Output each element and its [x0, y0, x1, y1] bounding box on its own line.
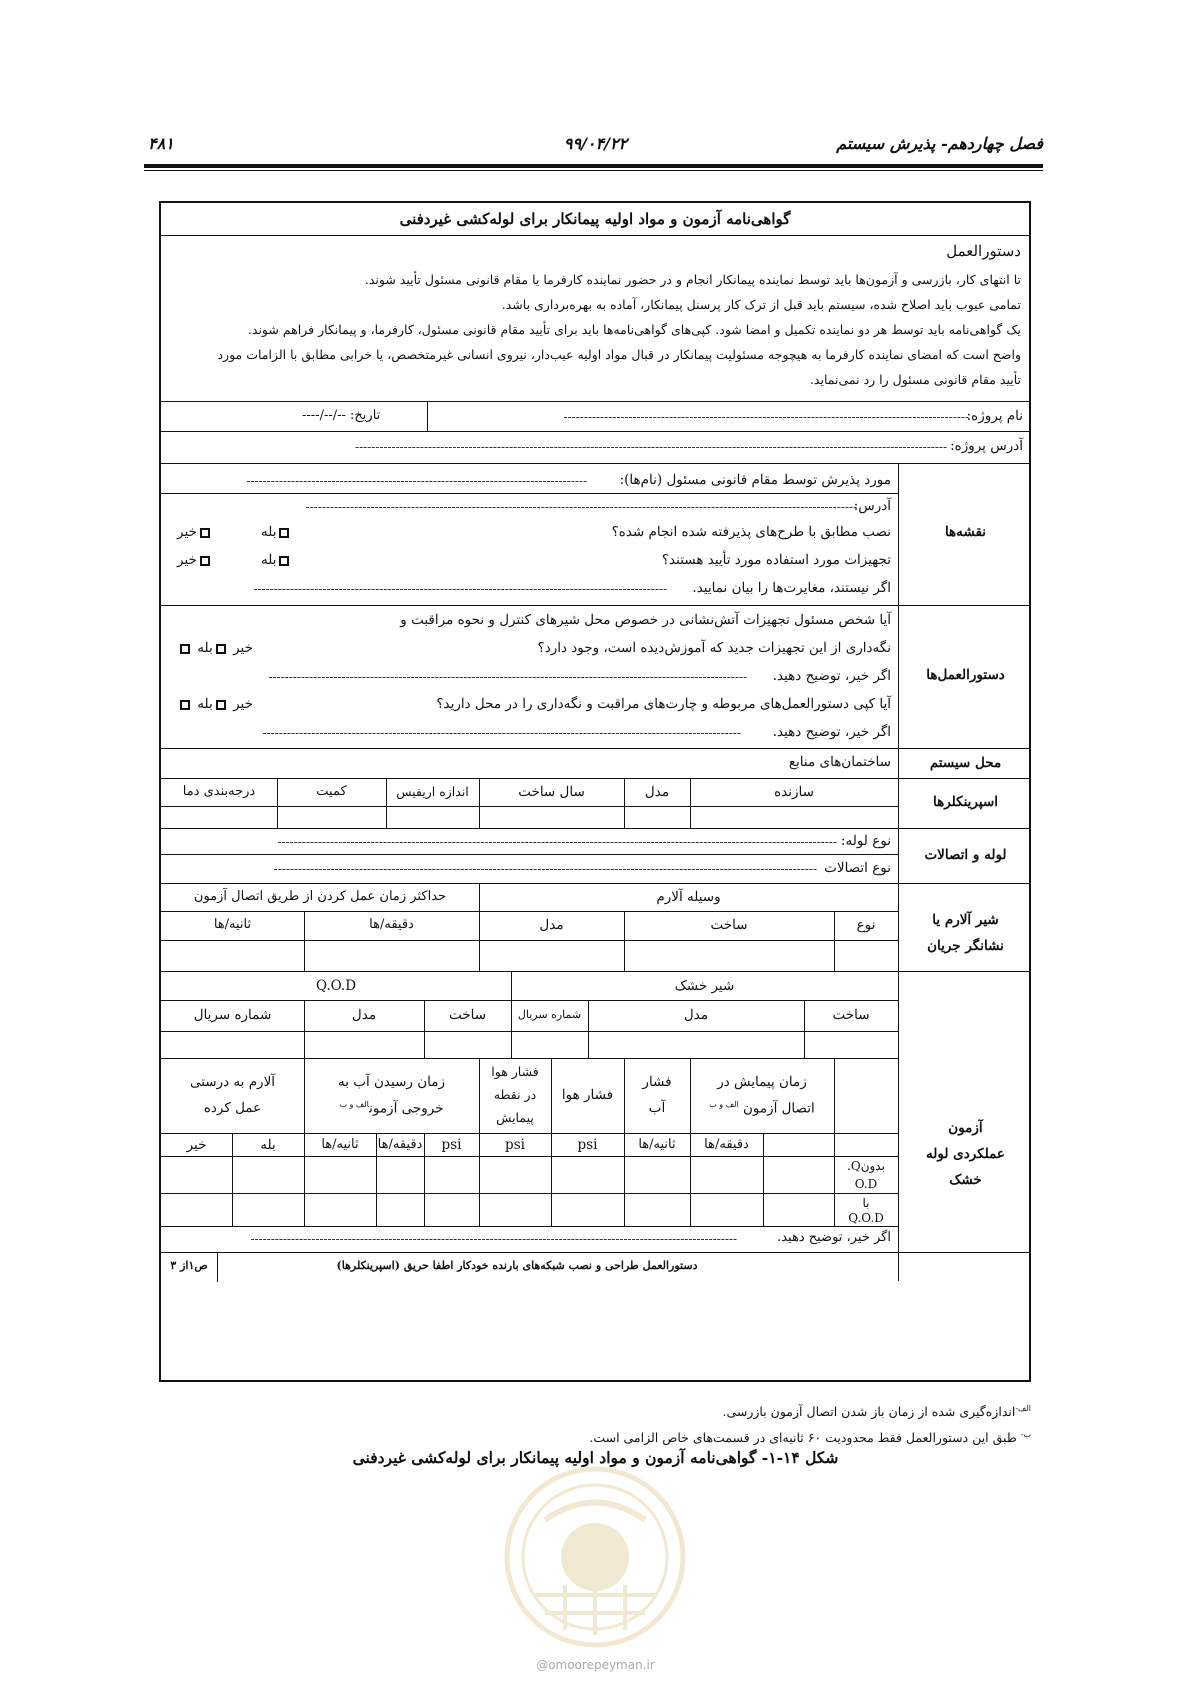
rule	[161, 235, 1029, 236]
row-with-qod-2: Q.O.D	[848, 1211, 884, 1225]
pipe-type-field[interactable]: ------------------------------------------------------------------------------------------------------------------------------------------	[277, 835, 837, 849]
unit-seconds: ثانیه/ها	[321, 1137, 359, 1152]
instr-explain-1: اگر خیر، توضیح دهید.	[772, 668, 891, 684]
plans-question-1: نصب مطابق با طرح‌های پذیرفته شده انجام شده؟	[611, 524, 891, 540]
rule	[304, 1031, 305, 1058]
rule	[161, 828, 1029, 829]
instr-question-1-line2: نگه‌داری از این تجهیزات جدید که آموزش‌دیده است، وجود دارد؟	[537, 640, 891, 656]
row-with-qod-1: با	[862, 1196, 870, 1210]
fittings-type-field[interactable]: --------------------------------------------------------------------------------------------------------------------------------------	[273, 862, 817, 876]
col-temp-rating: درجه‌بندی دما	[182, 784, 256, 799]
trip-air-line2: در نقطه	[493, 1087, 537, 1102]
rule	[161, 1058, 898, 1059]
checkbox[interactable]	[216, 700, 226, 710]
rule	[161, 1133, 898, 1134]
form-title: گواهی‌نامه آزمون و مواد اولیه پیمانکار برای لوله‌کشی غیردفنی	[399, 210, 791, 228]
rule	[511, 1031, 512, 1058]
rule	[161, 971, 1029, 972]
section-alarm-line2: نشانگر جریان	[927, 938, 1004, 954]
dry-col-model: مدل	[683, 1007, 709, 1023]
section-alarm-line1: شیر آلارم یا	[932, 912, 999, 928]
alarm-col-seconds: ثانیه/ها	[213, 917, 252, 932]
qod-col-make: ساخت	[448, 1007, 487, 1023]
trip-time-line1: زمان پیمایش در	[717, 1074, 807, 1090]
instr-explain-2: اگر خیر، توضیح دهید.	[772, 724, 891, 740]
footnote-b: $^{ب-}$ طبق این دستورالعمل فقط محدودیت ۶۰ ثانیه‌ای در قسمت‌های خاص الزامی است.	[589, 1430, 1031, 1446]
rule	[161, 1193, 898, 1194]
rule	[161, 1156, 898, 1157]
rule	[161, 605, 1029, 606]
qod-header: Q.O.D	[315, 978, 357, 994]
trip-air-line1: فشار هوا	[491, 1064, 539, 1079]
rule	[161, 431, 1029, 432]
water-time-line1: زمان رسیدن آب به	[337, 1074, 445, 1090]
unit-minutes: دقیقه/ها	[704, 1137, 749, 1152]
date-code: ۹۹/۰۴/۲۲	[563, 134, 628, 153]
plans-question-3: اگر نیستند، مغایرت‌ها را بیان نمایید.	[692, 580, 891, 596]
header-rule-thin	[144, 170, 1043, 171]
instruction-line: تا انتهای کار، بازرسی و آزمون‌ها باید توسط نماینده پیمانکار انجام و در حضور نماینده کارفرما یا مقام قانونی مسئول تأیید شوند.	[364, 272, 1021, 287]
header-rule-thick	[144, 164, 1043, 168]
unit-psi: psi	[577, 1137, 598, 1153]
col-manufacturer: سازنده	[774, 784, 814, 800]
project-address-label: آدرس پروژه:	[950, 438, 1023, 454]
section-system-location: محل سیستم	[929, 755, 1002, 771]
instruction-line: یک گواهی‌نامه باید توسط هر دو نماینده تکمیل و امضا شود. کپی‌های گواهی‌نامه‌ها باید برای تأیید مقام قانونی مسئول، کارفرما، و پیمانکار فراهم شوند.	[247, 322, 1021, 337]
checkbox[interactable]	[216, 644, 226, 654]
accepted-by-label: مورد پذیرش توسط مقام قانونی مسئول (نام‌ها):	[619, 472, 891, 488]
rule	[161, 883, 1029, 884]
instr-question-2: آیا کپی دستورالعمل‌های مربوطه و چارت‌های مراقبت و نگه‌داری را در محل دارید؟	[436, 696, 891, 712]
certificate-form	[159, 201, 1031, 1382]
plans-question-2: تجهیزات مورد استفاده مورد تأیید هستند؟	[661, 552, 891, 568]
row-without-qod-1: بدونQ.	[847, 1159, 885, 1173]
checkbox[interactable]	[200, 556, 210, 566]
plans-q2-no[interactable]: خیر	[177, 553, 213, 568]
footer-doc-title: دستورالعمل طراحی و نصب شبکه‌های بارنده خودکار اطفا حریق (اسپرینکلرها)	[336, 1259, 698, 1272]
figure-caption: شکل ۱۴-۱- گواهی‌نامه آزمون و مواد اولیه پیمانکار برای لوله‌کشی غیردفنی	[352, 1448, 839, 1467]
alarm-col-make: ساخت	[710, 917, 748, 933]
rule	[161, 940, 898, 941]
date-field[interactable]: تاریخ: --/--/----	[302, 408, 381, 423]
rule	[161, 1252, 1029, 1253]
alarm-col-type: نوع	[856, 917, 876, 933]
footer-page: ص۱از ۳	[170, 1259, 208, 1272]
rule	[588, 1031, 589, 1058]
section-pipes: لوله و اتصالات	[924, 847, 1007, 863]
footnote-a: $^{الف-}$اندازه‌گیری شده از زمان باز شدن اتصال آزمون بازرسی.	[722, 1404, 1031, 1420]
alarm-col-minutes: دقیقه/ها	[369, 917, 414, 932]
project-address-field[interactable]: --------------------------------------------------------------------------------------------------------------------------------------------------	[355, 440, 947, 454]
checkbox[interactable]	[180, 644, 190, 654]
instruction-line: تأیید مقام قانونی مسئول را رد نمی‌نماید.	[809, 372, 1021, 387]
qod-col-serial: شماره سریال	[193, 1007, 272, 1023]
row-without-qod-2: O.D	[854, 1177, 878, 1191]
project-name-label: نام پروژه:	[966, 408, 1023, 424]
rule	[161, 1031, 898, 1032]
dry-valve-header: شیر خشک	[674, 978, 735, 994]
air-pressure: فشار هوا	[561, 1087, 614, 1103]
rule	[424, 1133, 425, 1226]
rule	[804, 1031, 805, 1058]
section-plans: نقشه‌ها	[944, 524, 987, 540]
alarm-ok-line2: عمل کرده	[203, 1100, 262, 1116]
unit-minutes: دقیقه/ها	[377, 1137, 423, 1152]
section-instructions: دستورالعمل‌ها	[926, 667, 1005, 683]
dry-explain-label: اگر خیر، توضیح دهید.	[777, 1230, 891, 1245]
address-field[interactable]: ----------------------------------------------------------------------------------------------------------------------------------------	[305, 500, 857, 514]
section-dry-line3: خشک	[949, 1172, 982, 1188]
alarm-ok-line1: آلارم به درستی	[189, 1074, 276, 1090]
rule	[763, 1133, 764, 1226]
page-number: ۴۸۱	[148, 134, 174, 153]
watermark-handle: @omoorepeyman.ir	[536, 1658, 655, 1672]
chapter-title: فصل چهاردهم- پذیرش سیستم	[836, 134, 1043, 153]
col-orifice-size: اندازه اریفیس	[396, 784, 469, 799]
rule	[161, 911, 898, 912]
rule	[424, 1031, 425, 1058]
section-column-divider	[898, 463, 899, 1281]
fittings-type-label: نوع اتصالات	[824, 860, 891, 876]
pipe-type-label: نوع لوله:	[840, 833, 891, 849]
plans-q2-yes[interactable]: بله	[261, 553, 292, 568]
instr-question-1-line1: آیا شخص مسئول تجهیزات آتش‌نشانی در خصوص محل شیرهای کنترل و نحوه مراقبت و	[400, 612, 891, 628]
plans-q1-no[interactable]: خیر	[177, 525, 213, 540]
unit-yes: بله	[260, 1137, 276, 1153]
plans-discrepancy-field[interactable]: ------------------------------------------------------------------------------------------------------	[253, 582, 667, 596]
rule	[161, 1226, 898, 1227]
section-dry-line2: عملکردی لوله	[926, 1146, 1005, 1162]
dry-explain-field[interactable]: ------------------------------------------------------------------------------------------------------------------------	[250, 1232, 737, 1246]
instr-q2-yes-no[interactable]: خیر بله	[177, 697, 253, 712]
rule	[427, 401, 428, 431]
qod-col-model: مدل	[351, 1007, 377, 1023]
checkbox[interactable]	[279, 556, 289, 566]
unit-psi: psi	[441, 1137, 462, 1153]
instruction-line: تمامی عیوب باید اصلاح شده، سیستم باید قبل از ترک کار پرسنل پیمانکار، آماده به بهره‌برداری باشد.	[501, 297, 1021, 312]
seal-logo-icon	[495, 1465, 695, 1650]
checkbox[interactable]	[180, 700, 190, 710]
instructions-heading: دستورالعمل	[946, 242, 1021, 260]
water-time-line2: خروجی آزمون$^{الف و ب}$	[339, 1100, 444, 1117]
instr-q1-yes-no[interactable]: خیر بله	[177, 641, 253, 656]
instruction-line: واضح است که امضای نماینده کارفرما به هیچوجه مسئولیت پیمانکار در قبال مواد اولیه عیب‌دار، نیروی انسانی غیرمتخصص، یا خرابی مطابق با الزامات مورد	[217, 347, 1021, 362]
dry-col-make: ساخت	[832, 1007, 870, 1023]
rule	[161, 493, 898, 494]
alarm-col-model: مدل	[539, 917, 564, 933]
checkbox[interactable]	[279, 528, 289, 538]
instr-explain-2-field[interactable]: ----------------------------------------------------------------------------------------------------------------------	[262, 726, 741, 740]
col-model: مدل	[644, 784, 670, 800]
alarm-device-header: وسیله آلارم	[656, 889, 721, 905]
plans-q1-yes[interactable]: بله	[261, 525, 292, 540]
checkbox[interactable]	[200, 528, 210, 538]
section-dry-line1: آزمون	[948, 1120, 983, 1136]
col-year: سال ساخت	[518, 784, 585, 800]
project-name-field[interactable]: ----------------------------------------------------------------------------------------------------	[563, 410, 969, 424]
trip-air-line3: پیمایش	[496, 1110, 534, 1125]
rule	[161, 778, 1029, 779]
instr-explain-1-field[interactable]: ----------------------------------------------------------------------------------------------------------------------	[268, 670, 747, 684]
water-pressure-line1: فشار	[642, 1074, 672, 1090]
system-location-value: ساختمان‌های منابع	[788, 754, 891, 770]
rule	[161, 854, 898, 855]
rule	[161, 748, 1029, 749]
unit-seconds: ثانیه/ها	[638, 1137, 676, 1152]
col-quantity: کمیت	[316, 784, 347, 799]
rule	[161, 1000, 898, 1001]
water-pressure-line2: آب	[648, 1100, 666, 1116]
address-label: آدرس:	[853, 498, 891, 514]
max-time-header: حداکثر زمان عمل کردن از طریق اتصال آزمون	[193, 889, 447, 904]
accepted-by-field[interactable]: ------------------------------------------------------------------------------------	[246, 474, 587, 488]
unit-psi: psi	[505, 1137, 525, 1153]
rule	[161, 806, 898, 807]
unit-no: خیر	[186, 1137, 207, 1153]
section-sprinklers: اسپرینکلرها	[932, 794, 999, 810]
trip-time-line2: اتصال آزمون $^{الف و ب}$	[709, 1100, 815, 1117]
rule	[161, 401, 1029, 402]
dry-col-serial: شماره سریال	[517, 1008, 582, 1021]
page-header	[148, 130, 1043, 158]
